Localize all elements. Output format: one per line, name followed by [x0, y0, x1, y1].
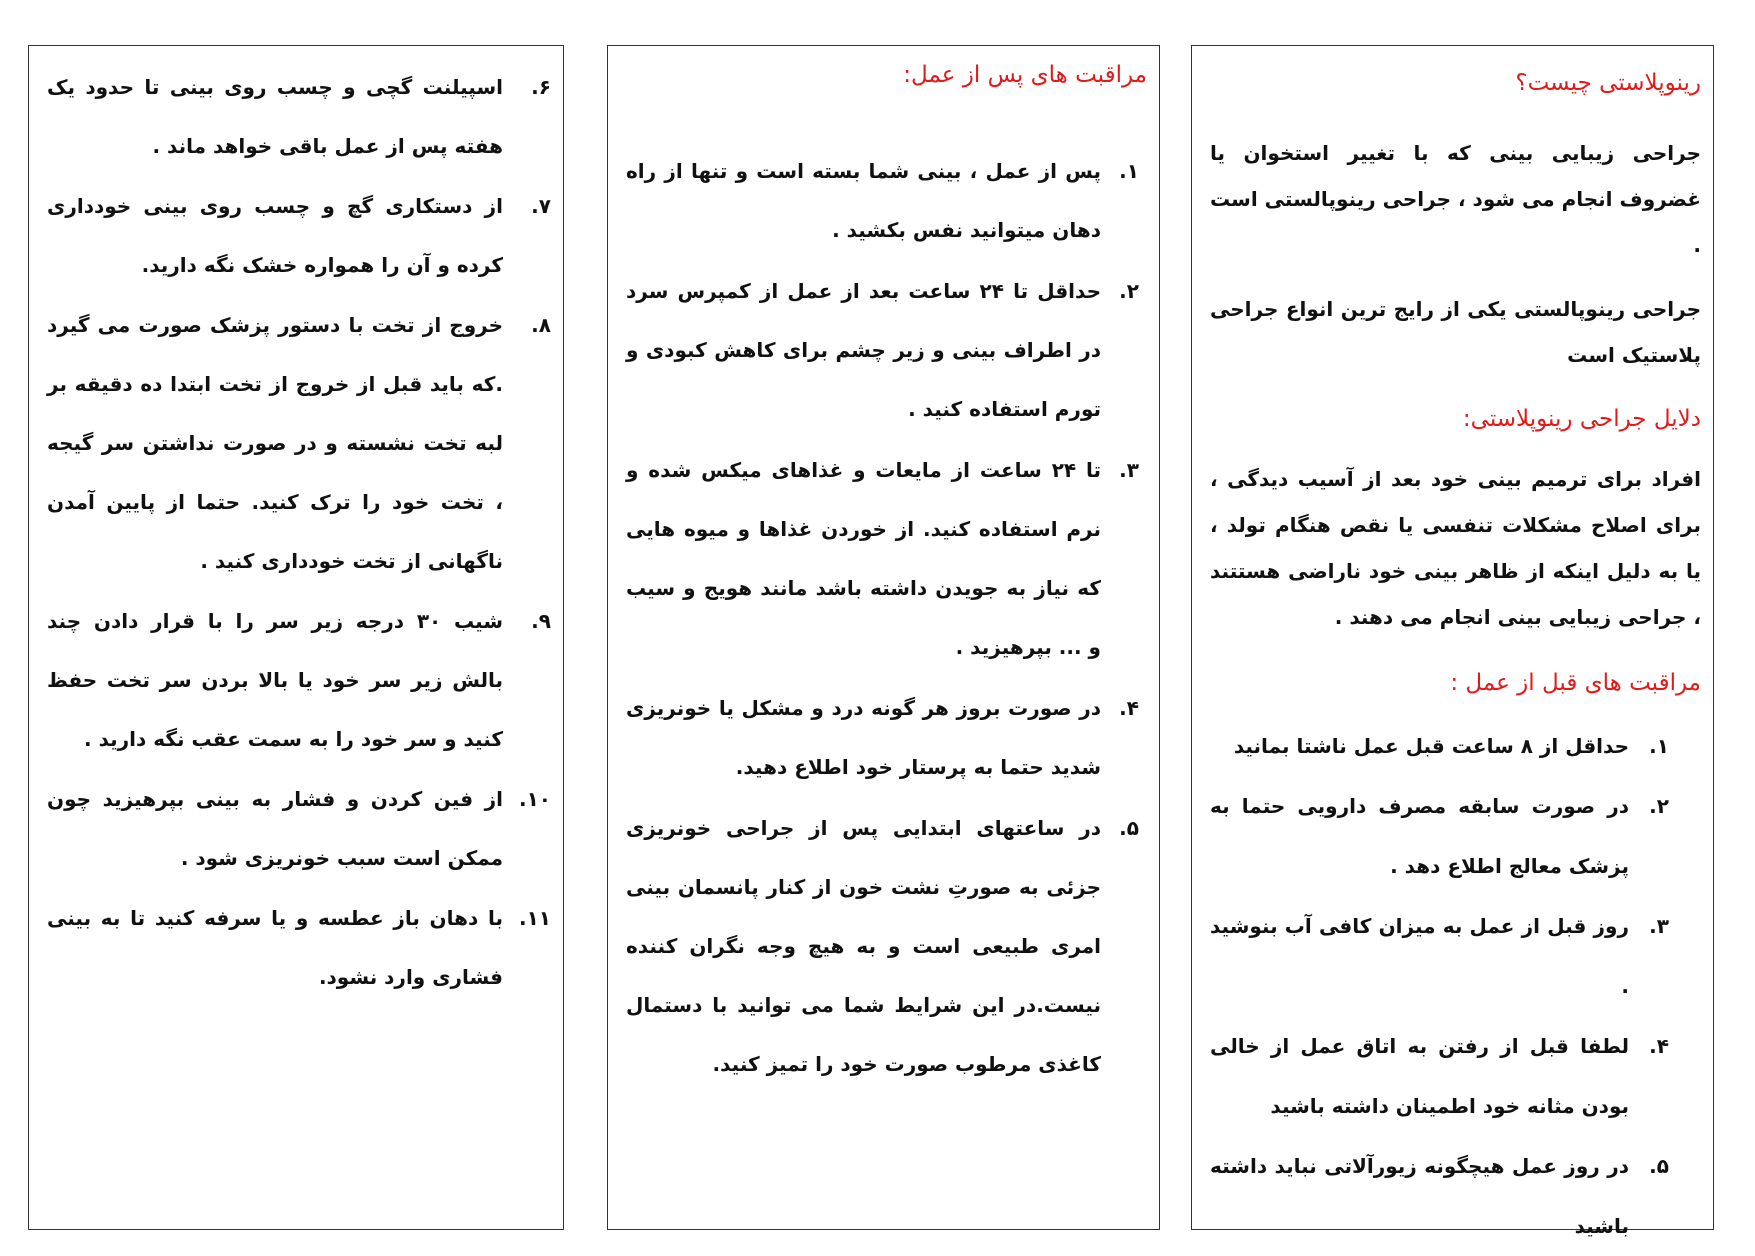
item-text: با دهان باز عطسه و یا سرفه کنید تا به بینی فشاری وارد نشود. [47, 906, 503, 989]
item-number: ۱. [1119, 159, 1139, 183]
right-panel [1191, 45, 1714, 1238]
item-text: حداقل تا ۲۴ ساعت بعد از عمل از کمپرس سرد در اطراف بینی و زیر چشم برای کاهش کبودی و تورم استفاده کنید . [626, 279, 1101, 421]
item-text: اسپیلنت گچی و چسب روی بینی تا حدود یک هفته پس از عمل باقی خواهد ماند . [47, 75, 503, 158]
item-number: ۴. [1119, 696, 1139, 720]
item-text: تا ۲۴ ساعت از مایعات و غذاهای میکس شده و نرم استفاده کنید. از خوردن غذاها و میوه هایی که نیاز به جویدن داشته باشد مانند هویج و سیب و ... بپرهیزید . [626, 458, 1102, 659]
item-text: در روز عمل هیچگونه زیورآلاتی نباید داشته باشید [1210, 1154, 1629, 1238]
item-text: در صورت سابقه مصرف دارویی حتما به پزشک معالج اطلاع دهد . [1210, 794, 1629, 878]
item-number: ۱۱. [518, 906, 551, 930]
rhinoplasty-title: رینوپلاستی چیست؟ [1515, 70, 1701, 96]
popularity-paragraph: جراحی رینوپالستی یکی از رایج ترین انواع جراحی پلاستیک است [1210, 297, 1701, 367]
list-item [626, 799, 1147, 1094]
item-number: ۱۰. [518, 787, 551, 811]
pre-op-list [1210, 716, 1701, 1256]
item-text: لطفا قبل از رفتن به اتاق عمل از خالی بودن مثانه خود اطمینان داشته باشید [1210, 1034, 1629, 1118]
definition-paragraph: جراحی زیبایی بینی که با تغییر استخوان یا غضروف انجام می شود ، جراحی رینوپالستی است . [1210, 141, 1701, 257]
list-item [47, 889, 551, 1007]
list-item [626, 441, 1147, 677]
list-item [626, 679, 1147, 797]
post-op-list [626, 142, 1147, 1094]
item-number: ۲. [1649, 794, 1669, 818]
item-text: از دستکاری گچ و چسب روی بینی خودداری کرده و آن را همواره خشک نگه دارید. [47, 194, 503, 277]
item-text: پس از عمل ، بینی شما بسته است و تنها از راه دهان میتوانید نفس بکشید . [626, 159, 1101, 242]
item-number: ۶. [531, 75, 551, 99]
item-number: ۷. [531, 194, 551, 218]
item-text: در صورت بروز هر گونه درد و مشکل یا خونریزی شدید حتما به پرستار خود اطلاع دهید. [626, 696, 1101, 779]
post-op-title: مراقبت های پس از عمل: [903, 62, 1147, 88]
list-item [1210, 1136, 1701, 1256]
item-number: ۴. [1649, 1034, 1669, 1058]
pre-op-title: مراقبت های قبل از عمل : [1450, 670, 1701, 696]
item-text: روز قبل از عمل به میزان کافی آب بنوشید . [1210, 914, 1629, 998]
item-number: ۸. [531, 313, 551, 337]
list-item [47, 592, 551, 769]
list-item [626, 262, 1147, 439]
left-panel [28, 45, 564, 1230]
item-number: ۵. [1119, 816, 1139, 840]
list-item [626, 142, 1147, 260]
reasons-paragraph: افراد برای ترمیم بینی خود بعد از آسیب دیدگی ، برای اصلاح مشکلات تنفسی یا نقص هنگام تولد ، یا به دلیل اینکه از ظاهر بینی خود ناراضی هستتند ، جراحی زیبایی بینی انجام می دهند . [1210, 467, 1701, 629]
item-text: خروج از تخت با دستور پزشک صورت می گیرد .که باید قبل از خروج از تخت ابتدا ده دقیقه بر لبه تخت نشسته و در صورت نداشتن سر گیجه ، تخت خود را ترک کنید. حتما از پایین آمدن ناگهانی از تخت خودداری کنید . [47, 313, 503, 573]
item-number: ۵. [1649, 1154, 1669, 1178]
post-op-list-continued [47, 58, 551, 1007]
reasons-title: دلایل جراحی رینوپلاستی: [1462, 406, 1701, 432]
item-number: ۳. [1649, 914, 1669, 938]
item-number: ۳. [1119, 458, 1139, 482]
item-number: ۱. [1649, 734, 1669, 758]
list-item [1210, 896, 1701, 1016]
item-number: ۲. [1119, 279, 1139, 303]
list-item [47, 296, 551, 591]
item-text: در ساعتهای ابتدایی پس از جراحی خونریزی جزئی به صورتِ نشت خون از کنار پانسمان بینی امری طبیعی است و به هیچ وجه نگران کننده نیست.در این شرایط شما می توانید با دستمال کاغذی مرطوب صورت خود را تمیز کنید. [626, 816, 1101, 1076]
list-item [47, 177, 551, 295]
list-item [1210, 776, 1701, 896]
item-text: از فین کردن و فشار به بینی بپرهیزید چون ممکن است سبب خونریزی شود . [47, 787, 503, 870]
list-item [1210, 716, 1701, 776]
middle-panel [607, 45, 1160, 1230]
list-item [1210, 1016, 1701, 1136]
list-item [47, 770, 551, 888]
list-item [47, 58, 551, 176]
item-number: ۹. [531, 609, 551, 633]
item-text: شیب ۳۰ درجه زیر سر را با قرار دادن چند بالش زیر سر خود یا بالا بردن سر تخت حفظ کنید و سر خود را به سمت عقب نگه دارید . [47, 609, 503, 751]
item-text: حداقل از ۸ ساعت قبل عمل ناشتا بمانید [1233, 734, 1629, 758]
